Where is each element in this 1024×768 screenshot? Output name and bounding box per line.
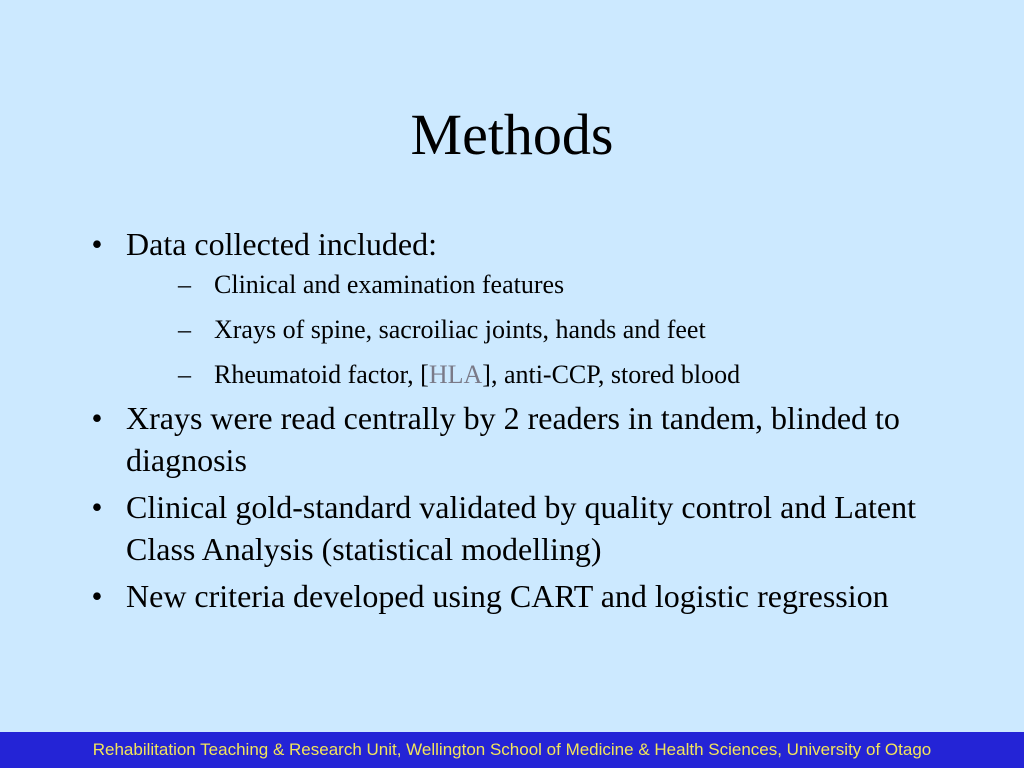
- hla-link[interactable]: HLA: [428, 360, 483, 389]
- sub-item: [126, 269, 962, 301]
- sub-item-text-before: Rheumatoid factor, [: [214, 360, 429, 389]
- footer-text: Rehabilitation Teaching & Research Unit, Wellington School of Medicine & Health Sciences, University of Otago: [92, 740, 932, 759]
- footer-bar: [0, 732, 1024, 768]
- sub-marker: –: [178, 360, 191, 389]
- sub-marker: –: [178, 315, 191, 344]
- bullet-text: Clinical gold-standard validated by quality control and Latent Class Analysis (statistical modelling): [126, 489, 916, 567]
- sub-item: [126, 359, 962, 391]
- bullet-text: New criteria developed using CART and logistic regression: [126, 578, 889, 614]
- bullet-item: [82, 575, 962, 617]
- sub-item-text: Xrays of spine, sacroiliac joints, hands and feet: [214, 315, 706, 344]
- bullet-text: Data collected included:: [126, 226, 437, 262]
- bullet-text: Xrays were read centrally by 2 readers in tandem, blinded to diagnosis: [126, 400, 900, 478]
- sub-item-text-after: ], anti-CCP, stored blood: [482, 360, 741, 389]
- bullet-marker: •: [91, 226, 103, 262]
- bullet-item: [82, 397, 962, 481]
- sub-item-text: Clinical and examination features: [214, 270, 565, 299]
- bullet-marker: •: [91, 489, 103, 525]
- sub-marker: –: [178, 270, 191, 299]
- bullet-marker: •: [91, 400, 103, 436]
- sub-item: [126, 314, 962, 346]
- bullet-item: [82, 223, 962, 391]
- bullet-item: [82, 486, 962, 570]
- bullet-marker: •: [91, 578, 103, 614]
- bullet-list: [82, 223, 962, 617]
- slide-title: Methods: [410, 102, 614, 167]
- sub-list: [126, 269, 962, 391]
